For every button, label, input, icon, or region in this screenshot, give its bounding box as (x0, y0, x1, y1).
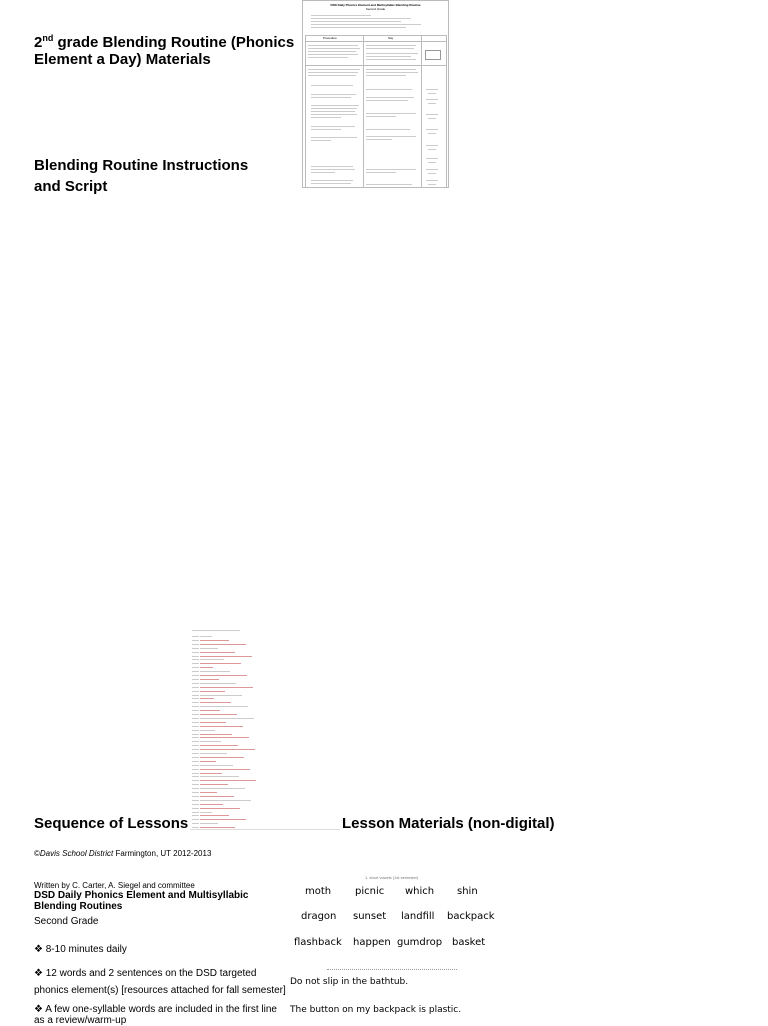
word-card-word: basket (452, 937, 486, 948)
routine-title-line1: DSD Daily Phonics Element and Multisyllabic (34, 890, 249, 901)
word-card-word: which (405, 886, 435, 897)
copyright-rest: Farmington, UT 2012-2013 (113, 849, 212, 858)
routine-title (34, 890, 284, 912)
copyright-district: Davis School District (39, 849, 114, 858)
word-card-sentence-2: The button on my backpack is plastic. (290, 1005, 462, 1015)
thumbnail-col-procedure: Procedure (323, 36, 337, 40)
word-card-word: flashback (294, 937, 342, 948)
thumbnail-title: DSD Daily Phonics Element and Multisyllabic Blending Routine (330, 3, 421, 7)
word-card-header: 1. short vowels (1st semester) (365, 875, 419, 880)
sequence-list-thumbnail[interactable] (190, 628, 340, 830)
written-by: Written by C. Carter, A. Siegel and committee (34, 881, 195, 890)
title-grade-number: 2 (34, 34, 43, 51)
word-card-word: shin (457, 886, 478, 897)
word-card-word: backpack (447, 911, 495, 922)
grade-label: Second Grade (34, 916, 99, 927)
title-line1: grade Blending Routine (Phonics (53, 34, 295, 51)
word-card[interactable] (285, 872, 495, 1024)
routine-document-thumbnail[interactable] (302, 0, 449, 188)
word-card-word: landfill (401, 911, 435, 922)
thumbnail-subtitle: Second Grade (365, 7, 386, 11)
routine-title-line2: Blending Routines (34, 901, 123, 912)
word-card-word: dragon (301, 911, 337, 922)
copyright-line (34, 849, 211, 858)
page-title (34, 34, 304, 68)
bullet-2: ❖ 12 words and 2 sentences on the DSD targeted phonics element(s) [resources attached for fall semester] (34, 968, 286, 996)
bullet-1: ❖ 8-10 minutes daily (34, 944, 127, 955)
thumbnail-col-say: Say (388, 36, 394, 40)
title-grade-suffix: nd (42, 33, 54, 43)
word-card-word: happen (353, 937, 391, 948)
word-card-word: sunset (353, 911, 387, 922)
instructions-heading-line2: and Script (34, 178, 108, 195)
instructions-heading (34, 155, 274, 197)
word-card-word: picnic (355, 886, 385, 897)
word-card-word: moth (305, 886, 332, 897)
sequence-heading: Sequence of Lessons (34, 815, 189, 832)
word-card-sentence-1: Do not slip in the bathtub. (290, 977, 409, 987)
word-card-word: gumdrop (397, 937, 443, 948)
instructions-heading-line1: Blending Routine Instructions (34, 157, 249, 174)
bullet-3: ❖ A few one-syllable words are included in the first line as a review/warm-up (34, 1004, 277, 1026)
title-line2: Element a Day) Materials (34, 51, 211, 68)
materials-heading: Lesson Materials (non-digital) (342, 815, 555, 832)
copyright-symbol: © (34, 849, 40, 858)
